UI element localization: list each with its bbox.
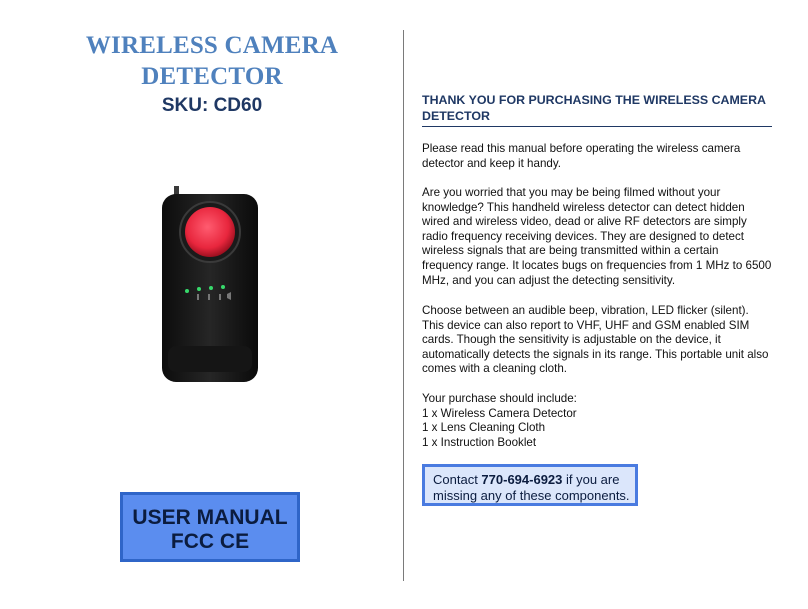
- package-contents: [422, 392, 772, 450]
- features-paragraph: Choose between an audible beep, vibration, LED flicker (silent). This device can also report to VHF, UHF and GSM enabled SIM cards. Though the sensitivity is adjustable on the device, it automatically detects the signals in its range. This portable unit also comes with a cleaning cloth.: [422, 304, 769, 376]
- led-light: [221, 285, 225, 289]
- user-manual-box: [120, 492, 300, 562]
- detector-device-image: [158, 186, 262, 382]
- contact-phone: 770-694-6923: [481, 472, 563, 487]
- sku-label: SKU: CD60: [161, 95, 263, 116]
- product-title: [52, 30, 372, 92]
- contents-item: 1 x Instruction Booklet: [422, 435, 537, 449]
- section-heading: THANK YOU FOR PURCHASING THE WIRELESS CAMERA DETECTOR: [422, 92, 772, 127]
- manual-line-2: FCC CE: [170, 530, 250, 553]
- led-light: [197, 287, 201, 291]
- device-base: [168, 346, 252, 372]
- contact-suffix: if you are missing any of these components.: [433, 472, 630, 503]
- indicator-mark: [208, 294, 210, 300]
- title-line-1: WIRELESS CAMERA: [85, 32, 339, 59]
- contact-prefix: Contact: [433, 472, 482, 487]
- description-paragraph: Are you worried that you may be being filmed without your knowledge? This handheld wireless detector can detect hidden wired and wireless video, dead or alive RF detectors are simply radio frequency receiving devices. They are designed to detect wireless signals that are being transmitted within a certain frequency range. It locates bugs on frequencies from 1 MHz to 6500 MHz, and you can adjust the detecting sensitivity.: [422, 186, 772, 287]
- contents-item: 1 x Lens Cleaning Cloth: [422, 421, 546, 435]
- led-light: [209, 286, 213, 290]
- title-line-2: DETECTOR: [141, 63, 283, 90]
- contents-intro: Your purchase should include:: [422, 392, 577, 405]
- manual-line-1: USER MANUAL: [132, 506, 288, 529]
- intro-paragraph: Please read this manual before operating the wireless camera detector and keep it handy.: [422, 142, 741, 170]
- indicator-mark: [219, 294, 221, 300]
- led-light: [185, 289, 189, 293]
- indicator-mark: [197, 294, 199, 300]
- column-divider: [403, 30, 404, 581]
- contact-box: [422, 464, 638, 506]
- red-lens: [185, 207, 235, 257]
- contents-item: 1 x Wireless Camera Detector: [422, 406, 577, 420]
